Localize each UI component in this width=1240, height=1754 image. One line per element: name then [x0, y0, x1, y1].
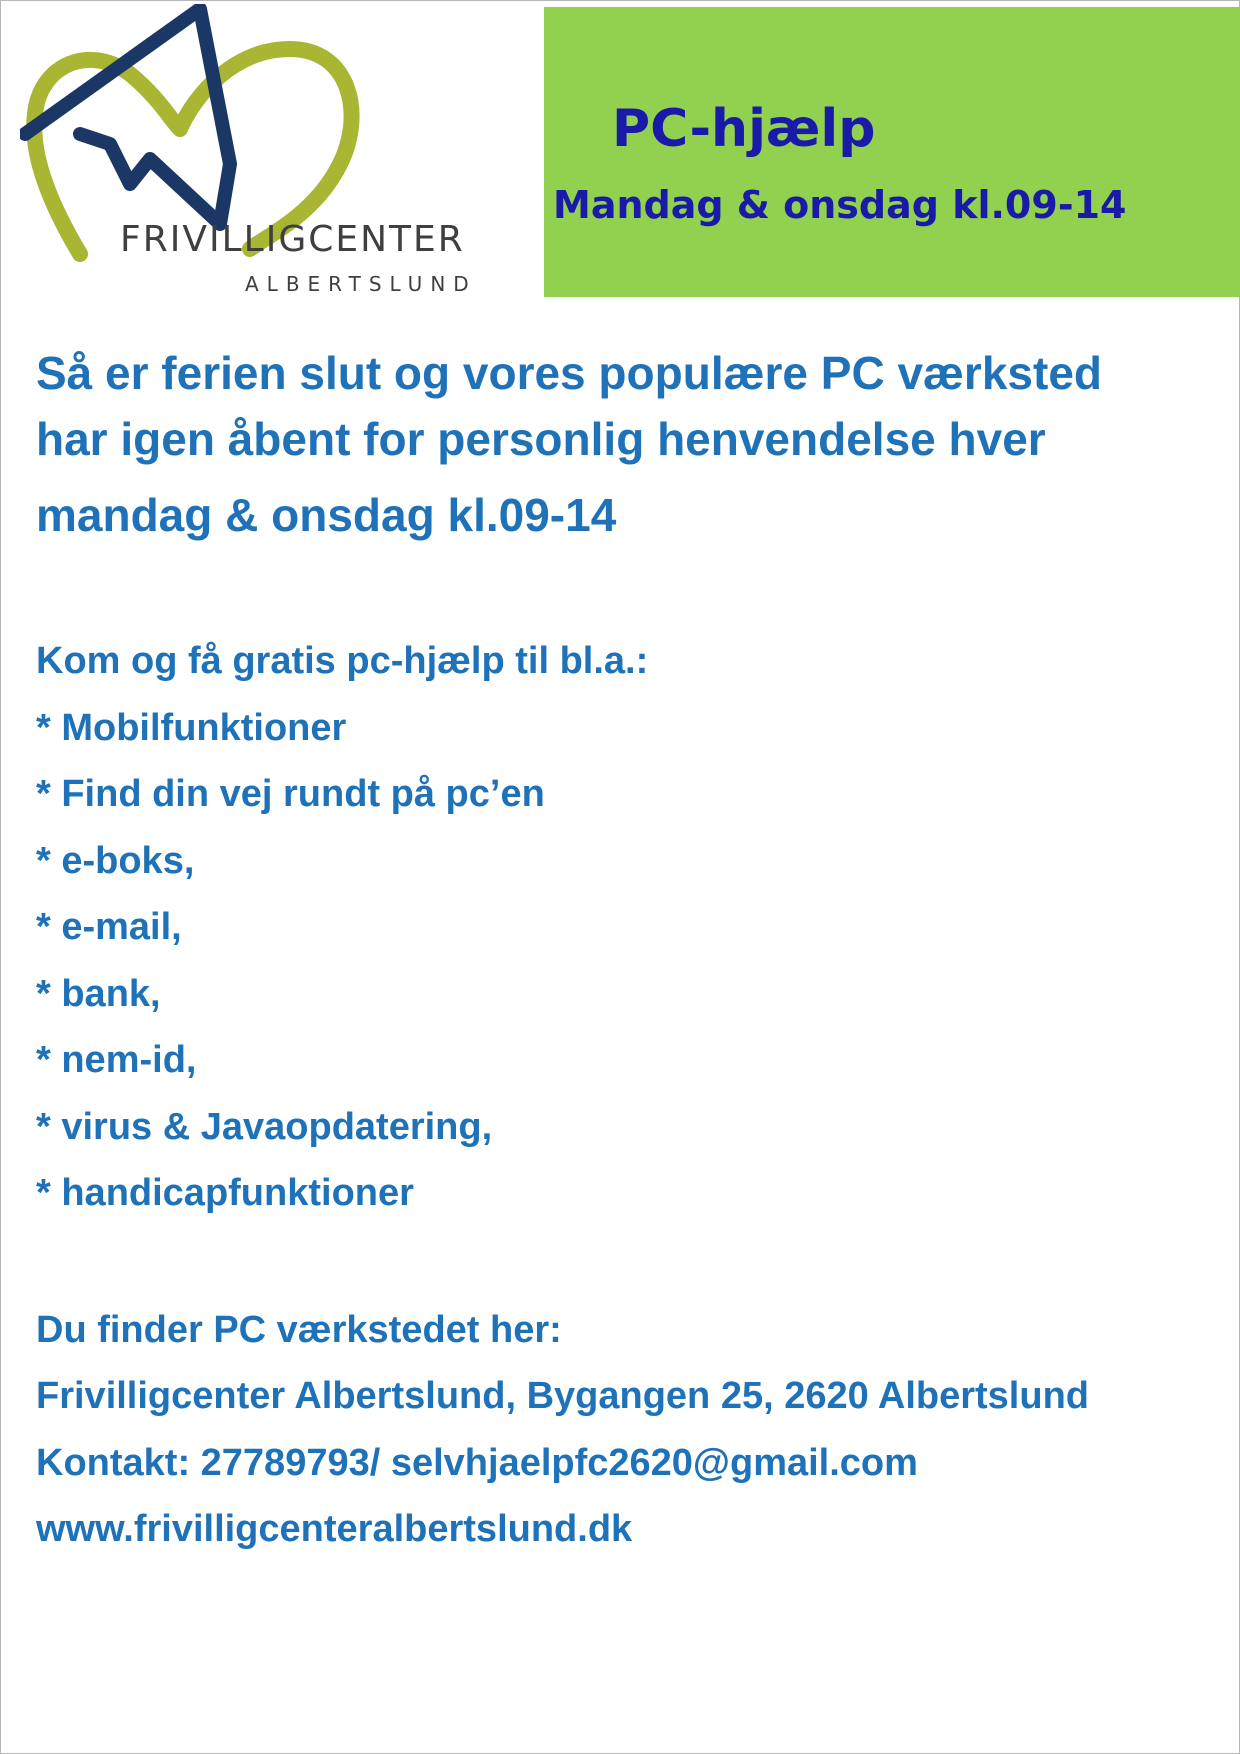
intro-paragraph	[36, 340, 1216, 548]
location-heading: Du finder PC værkstedet her:	[36, 1308, 562, 1351]
help-heading: Kom og få gratis pc-hjælp til bl.a.:	[36, 640, 649, 682]
help-list-item: * e-mail,	[36, 906, 182, 948]
help-list-item: * Mobilfunktioner	[36, 706, 347, 749]
frivilligcenter-logo	[20, 4, 520, 294]
opening-hours: Mandag & onsdag kl.09-14	[553, 183, 1127, 227]
help-list-item: * handicapfunktioner	[36, 1172, 414, 1214]
page-title: PC-hjælp	[612, 99, 876, 159]
help-list-item: * bank,	[36, 972, 161, 1015]
logo-name: FRIVILLIGCENTER	[120, 219, 465, 260]
intro-line: har igen åbent for personlig henvendelse hver	[36, 413, 1046, 465]
header-banner	[544, 7, 1240, 297]
logo-subtitle: ALBERTSLUND	[245, 272, 477, 296]
intro-line: mandag & onsdag kl.09-14	[36, 489, 617, 541]
main-content	[36, 340, 1216, 1563]
help-list-item: * Find din vej rundt på pc’en	[36, 773, 545, 815]
address-text: Frivilligcenter Albertslund, Bygangen 25, 2620 Albertslund	[36, 1375, 1089, 1417]
help-list-item: * e-boks,	[36, 839, 195, 882]
help-list	[36, 695, 1216, 1227]
intro-line: Så er ferien slut og vores populære PC værksted	[36, 347, 1102, 399]
help-list-item: * nem-id,	[36, 1039, 197, 1081]
website-link[interactable]: www.frivilligcenteralbertslund.dk	[36, 1508, 633, 1550]
help-list-item: * virus & Javaopdatering,	[36, 1105, 493, 1148]
contact-text[interactable]: Kontakt: 27789793/ selvhjaelpfc2620@gmail.com	[36, 1441, 918, 1484]
